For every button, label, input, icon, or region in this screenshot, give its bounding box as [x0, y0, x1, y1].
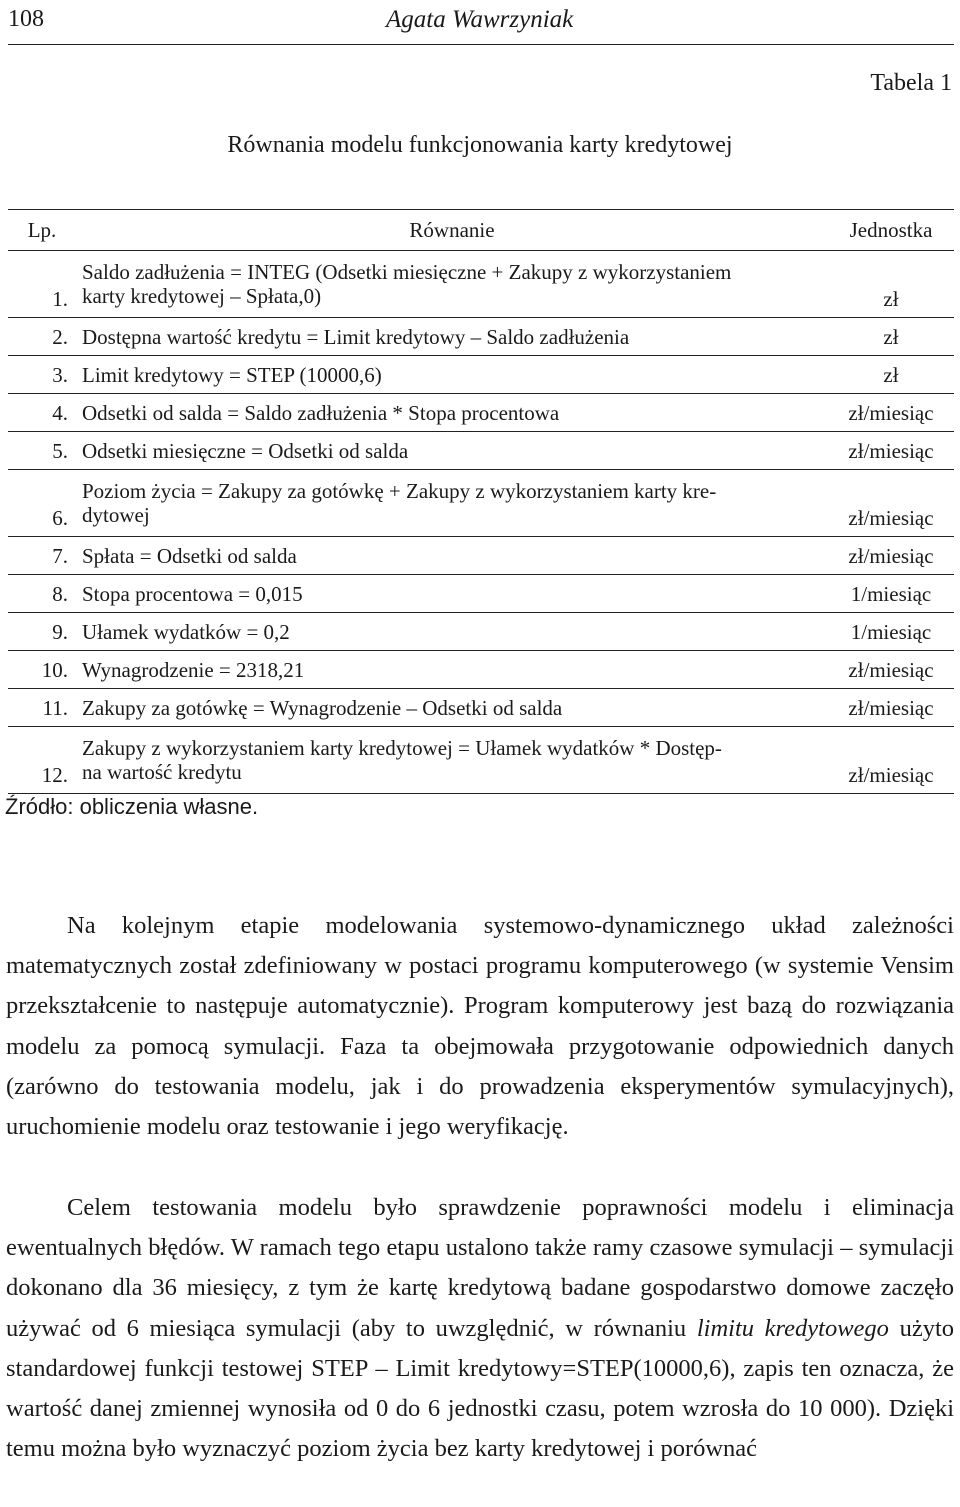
row-unit: 1/miesiąc [828, 613, 954, 651]
row-unit: zł/miesiąc [828, 470, 954, 537]
row-unit: zł/miesiąc [828, 727, 954, 794]
table-row [8, 356, 954, 394]
row-equation: Dostępna wartość kredytu = Limit kredytowy – Saldo zadłużenia [76, 318, 828, 356]
running-head-author: Agata Wawrzyniak [386, 6, 574, 33]
paragraph-italic-term: limitu kredytowego [696, 1314, 889, 1342]
row-number: 11. [8, 689, 76, 727]
table-row [8, 394, 954, 432]
row-number: 9. [8, 613, 76, 651]
table-row [8, 689, 954, 727]
page-number: 108 [8, 6, 44, 32]
row-equation [76, 251, 828, 318]
row-number: 10. [8, 651, 76, 689]
row-number: 1. [8, 251, 76, 318]
row-number: 8. [8, 575, 76, 613]
row-equation: Ułamek wydatków = 0,2 [76, 613, 828, 651]
table-title: Równania modelu funkcjonowania karty kredytowej [227, 132, 733, 158]
table-source-note: Źródło: obliczenia własne. [5, 794, 259, 819]
row-equation: Zakupy za gotówkę = Wynagrodzenie – Odsetki od salda [76, 689, 828, 727]
table-row [8, 727, 954, 794]
row-number: 6. [8, 470, 76, 537]
running-header [8, 0, 954, 45]
row-unit: zł/miesiąc [828, 651, 954, 689]
column-header-lp: Lp. [8, 210, 76, 251]
table-row [8, 470, 954, 537]
table-header-row [8, 210, 954, 251]
row-equation: Spłata = Odsetki od salda [76, 537, 828, 575]
equation-line: karty kredytowej – Spłata,0) [82, 284, 322, 308]
table-row [8, 651, 954, 689]
table-row [8, 537, 954, 575]
table-row [8, 613, 954, 651]
row-equation: Odsetki miesięczne = Odsetki od salda [76, 432, 828, 470]
row-unit: zł/miesiąc [828, 689, 954, 727]
row-unit: zł/miesiąc [828, 537, 954, 575]
paragraph-text: Na kolejnym etapie modelowania systemowo-dynamicznego układ zależności matematycznych został zdefiniowany w postaci programu komputerowego (w systemie Vensim przekształcenie to następuje automatycznie). Program komputerowy jest bazą do rozwiązania modelu za pomocą symulacji. Faza ta obejmowała przygotowanie odpowiednich danych (zarówno do testowania modelu, jak i do prowadzenia eksperymentów symulacyjnych), uruchomienie modelu oraz testowanie i jego weryfikację. [6, 912, 954, 1141]
table-label: Tabela 1 [870, 70, 952, 96]
table-row [8, 318, 954, 356]
row-equation: Odsetki od salda = Saldo zadłużenia * Stopa procentowa [76, 394, 828, 432]
equation-line: Saldo zadłużenia = INTEG (Odsetki miesięczne + Zakupy z wykorzystaniem [82, 260, 732, 284]
row-unit: zł [828, 251, 954, 318]
body-paragraph-1 [6, 906, 954, 1147]
column-header-equation: Równanie [76, 210, 828, 251]
row-equation: Stopa procentowa = 0,015 [76, 575, 828, 613]
table-row [8, 432, 954, 470]
body-paragraph-2 [6, 1188, 954, 1469]
paragraph-text: użyto standardowej funkcji testowej STEP – Limit kredytowy=STEP(10000,6), zapis ten oznacza, że wartość danej zmiennej wynosiła od 0 do 6 jednostki czasu, potem wzrosła do 10 000). Dzięki temu można było wyznaczyć poziom życia bez karty kredytowej i porównać [6, 1314, 954, 1463]
table-row [8, 575, 954, 613]
table-row [8, 251, 954, 318]
paragraph-text: Celem testowania modelu było sprawdzenie poprawności modelu i eliminacja ewentualnych błędów. W ramach tego etapu ustalono także ramy czasowe symulacji – symulacji dokonano dla 36 miesięcy, z tym że kartę kredytową badane gospodarstwo domowe zaczęło używać od 6 miesiąca symulacji (aby to uwzględnić, w równaniu [6, 1194, 954, 1342]
equation-line: Zakupy z wykorzystaniem karty kredytowej = Ułamek wydatków * Dostęp- [82, 736, 722, 760]
row-equation [76, 727, 828, 794]
row-unit: zł/miesiąc [828, 432, 954, 470]
row-number: 4. [8, 394, 76, 432]
row-unit: zł [828, 356, 954, 394]
equation-line: dytowej [82, 503, 150, 527]
row-equation: Limit kredytowy = STEP (10000,6) [76, 356, 828, 394]
row-number: 12. [8, 727, 76, 794]
column-header-unit: Jednostka [828, 210, 954, 251]
row-unit: zł/miesiąc [828, 394, 954, 432]
equations-table [8, 209, 954, 794]
row-number: 7. [8, 537, 76, 575]
equation-line: Poziom życia = Zakupy za gotówkę + Zakupy z wykorzystaniem karty kre- [82, 479, 717, 503]
row-unit: zł [828, 318, 954, 356]
row-equation [76, 470, 828, 537]
row-number: 2. [8, 318, 76, 356]
row-unit: 1/miesiąc [828, 575, 954, 613]
row-equation: Wynagrodzenie = 2318,21 [76, 651, 828, 689]
equation-line: na wartość kredytu [82, 760, 242, 784]
row-number: 5. [8, 432, 76, 470]
row-number: 3. [8, 356, 76, 394]
